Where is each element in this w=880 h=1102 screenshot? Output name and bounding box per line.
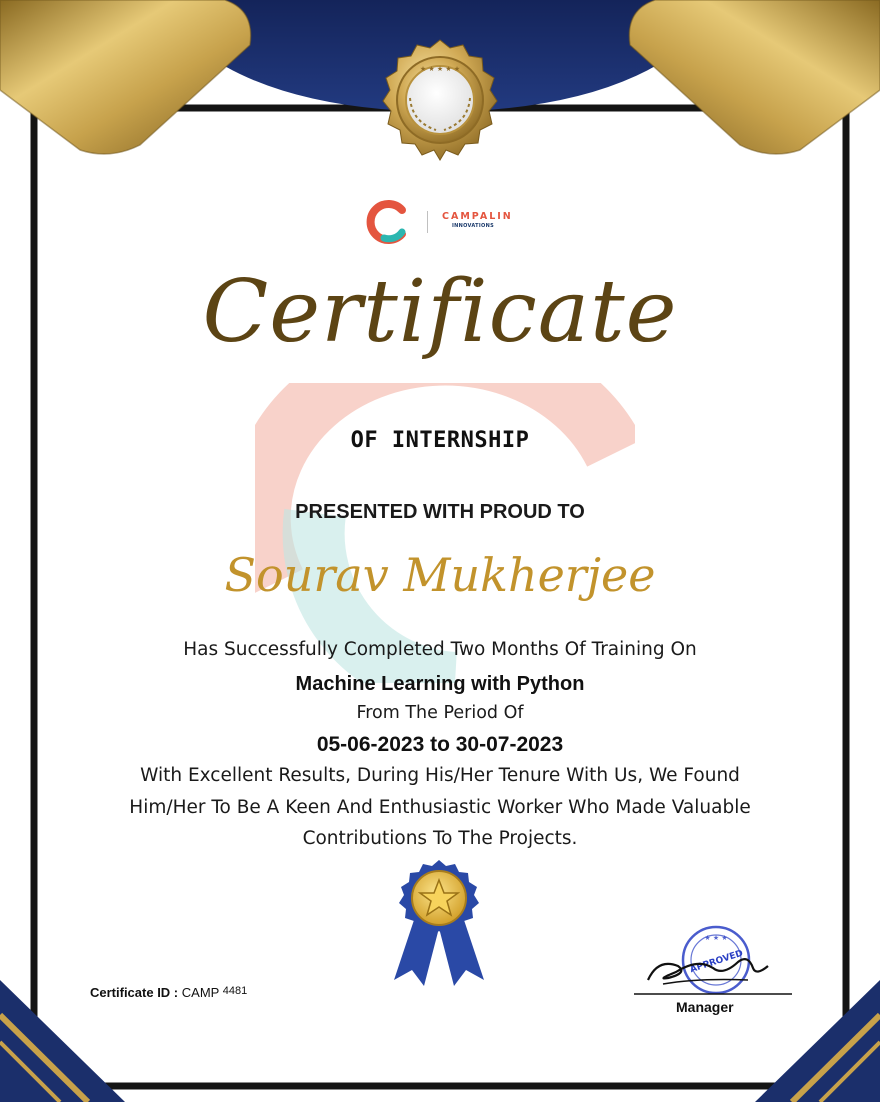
period-dates: 05-06-2023 to 30-07-2023 [316, 733, 564, 756]
certificate-title: Certificate [202, 262, 678, 362]
brand-tagline: INNOVATIONS [452, 223, 494, 229]
recipient-name: Sourav Mukherjee [224, 548, 656, 602]
svg-text:APPROVED: APPROVED [688, 948, 745, 976]
certificate-id-label: Certificate ID : [90, 985, 179, 1000]
body-line: Contributions To The Projects. [302, 828, 578, 849]
certificate-id-number: 4481 [222, 985, 248, 997]
certificate-subtitle: OF INTERNSHIP [350, 428, 530, 453]
body-line: With Excellent Results, During His/Her Tenure With Us, We Found [140, 765, 740, 786]
svg-text:★ ★ ★: ★ ★ ★ [704, 934, 728, 942]
course-name: Machine Learning with Python [295, 673, 585, 695]
manager-label: Manager [676, 999, 734, 1015]
svg-text:★ ★ ★ ★ ★: ★ ★ ★ ★ ★ [419, 65, 461, 73]
signature-with-approved-stamp-icon [628, 918, 798, 1008]
body-line: Him/Her To Be A Keen And Enthusiastic Worker Who Made Valuable [129, 797, 751, 818]
completion-line: Has Successfully Completed Two Months Of Training On [183, 639, 697, 660]
blue-star-ribbon-icon [384, 858, 494, 988]
certificate-id [90, 985, 247, 1000]
campalin-c-logo-icon [362, 198, 410, 246]
brand-name: CAMPALIN [442, 211, 513, 222]
gold-laurel-seal-icon [366, 38, 514, 168]
period-label: From The Period Of [356, 703, 524, 723]
brand-divider [427, 211, 428, 233]
presented-line: PRESENTED WITH PROUD TO [295, 501, 585, 523]
certificate-id-prefix: CAMP [181, 985, 220, 1000]
